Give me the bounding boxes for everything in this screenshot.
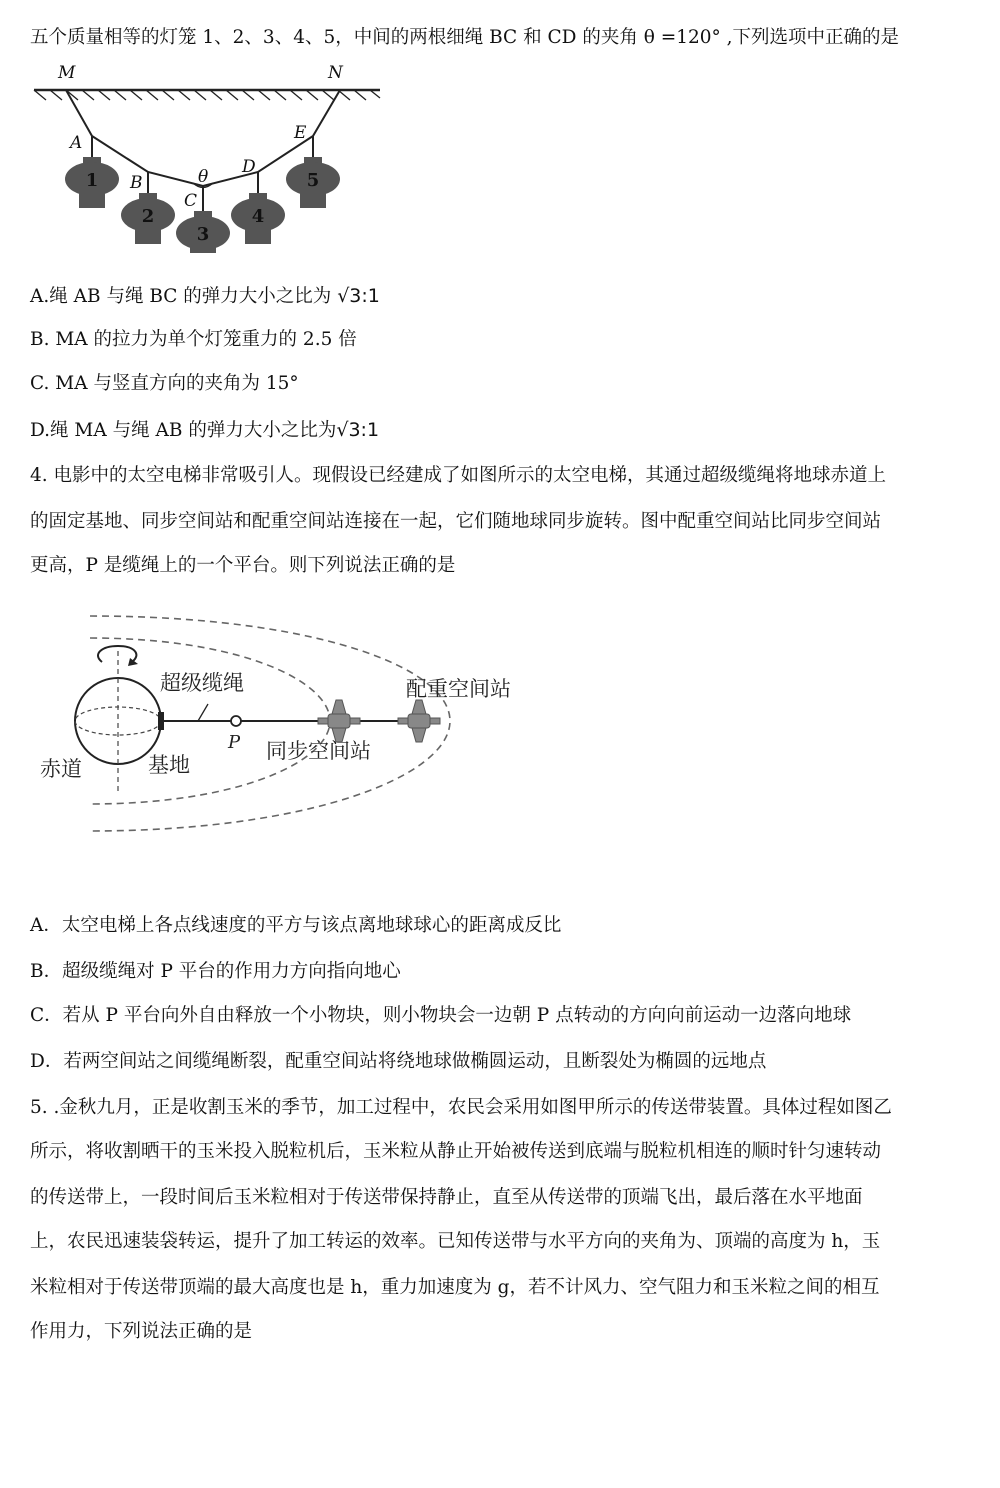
q4-option-b: B．超级缆绳对 P 平台的作用力方向指向地心 [30, 961, 401, 982]
q4-option-c: C．若从 P 平台向外自由释放一个小物块，则小物块会一边朝 P 点转动的方向向前运动一边落向地球 [30, 1005, 852, 1026]
space-elevator-figure [30, 606, 530, 856]
q4-option-d: D．若两空间站之间缆绳断裂，配重空间站将绕地球做椭圆运动，且断裂处为椭圆的远地点 [30, 1051, 767, 1072]
label-counterweight-station: 配重空间站 [406, 677, 511, 701]
q3-option-c: C. MA 与竖直方向的夹角为 15° [30, 373, 299, 394]
lantern-4-label: 4 [251, 206, 265, 227]
lantern-3-label: 3 [196, 224, 210, 245]
label-p: P [228, 732, 241, 753]
lantern-figure [28, 58, 408, 253]
q5-stem-line-2: 所示，将收割晒干的玉米投入脱粒机后，玉米粒从静止开始被传送到底端与脱粒机相连的顺时针匀速转动 [30, 1141, 882, 1162]
label-theta: θ [198, 167, 209, 187]
label-c: C [184, 191, 198, 211]
q4-stem-line-3: 更高，P 是缆绳上的一个平台。则下列说法正确的是 [30, 555, 456, 576]
label-m: M [58, 63, 76, 83]
label-equator: 赤道 [40, 757, 82, 781]
q3-stem: 五个质量相等的灯笼 1、2、3、4、5，中间的两根细绳 BC 和 CD 的夹角 θ =120° ,下列选项中正确的是 [30, 27, 900, 48]
label-e: E [294, 123, 307, 143]
q4-option-a: A．太空电梯上各点线速度的平方与该点离地球球心的距离成反比 [30, 915, 562, 936]
lantern-1-label: 1 [85, 170, 99, 191]
q3-option-d: D.绳 MA 与绳 AB 的弹力大小之比为√3:1 [30, 419, 380, 441]
q4-stem-line-1: 4. 电影中的太空电梯非常吸引人。现假设已经建成了如图所示的太空电梯，其通过超级缆绳将地球赤道上 [30, 465, 887, 486]
label-d: D [242, 157, 256, 177]
q5-stem-line-3: 的传送带上，一段时间后玉米粒相对于传送带保持静止，直至从传送带的顶端飞出，最后落在水平地面 [30, 1187, 863, 1208]
q5-stem-line-1: 5. .金秋九月，正是收割玉米的季节，加工过程中，农民会采用如图甲所示的传送带装置。具体过程如图乙 [30, 1097, 892, 1118]
label-sync-station: 同步空间站 [266, 739, 371, 763]
q5-stem-line-4: 上，农民迅速装袋转运，提升了加工转运的效率。已知传送带与水平方向的夹角为、顶端的高度为 h，玉 [30, 1231, 881, 1252]
lantern-5-label: 5 [306, 170, 320, 191]
q5-stem-line-6: 作用力，下列说法正确的是 [30, 1321, 253, 1342]
q5-stem-line-5: 米粒相对于传送带顶端的最大高度也是 h，重力加速度为 g，若不计风力、空气阻力和玉米粒之间的相互 [30, 1277, 880, 1298]
q3-option-a: A.绳 AB 与绳 BC 的弹力大小之比为 √3:1 [30, 285, 380, 307]
label-b: B [130, 173, 143, 193]
q4-stem-line-2: 的固定基地、同步空间站和配重空间站连接在一起，它们随地球同步旋转。图中配重空间站比同步空间站 [30, 511, 882, 532]
label-super-cable: 超级缆绳 [160, 671, 244, 695]
label-n: N [328, 63, 343, 83]
label-a: A [70, 133, 83, 153]
q3-option-b: B. MA 的拉力为单个灯笼重力的 2.5 倍 [30, 329, 357, 350]
label-base: 基地 [148, 753, 190, 777]
lantern-2-label: 2 [141, 206, 155, 227]
